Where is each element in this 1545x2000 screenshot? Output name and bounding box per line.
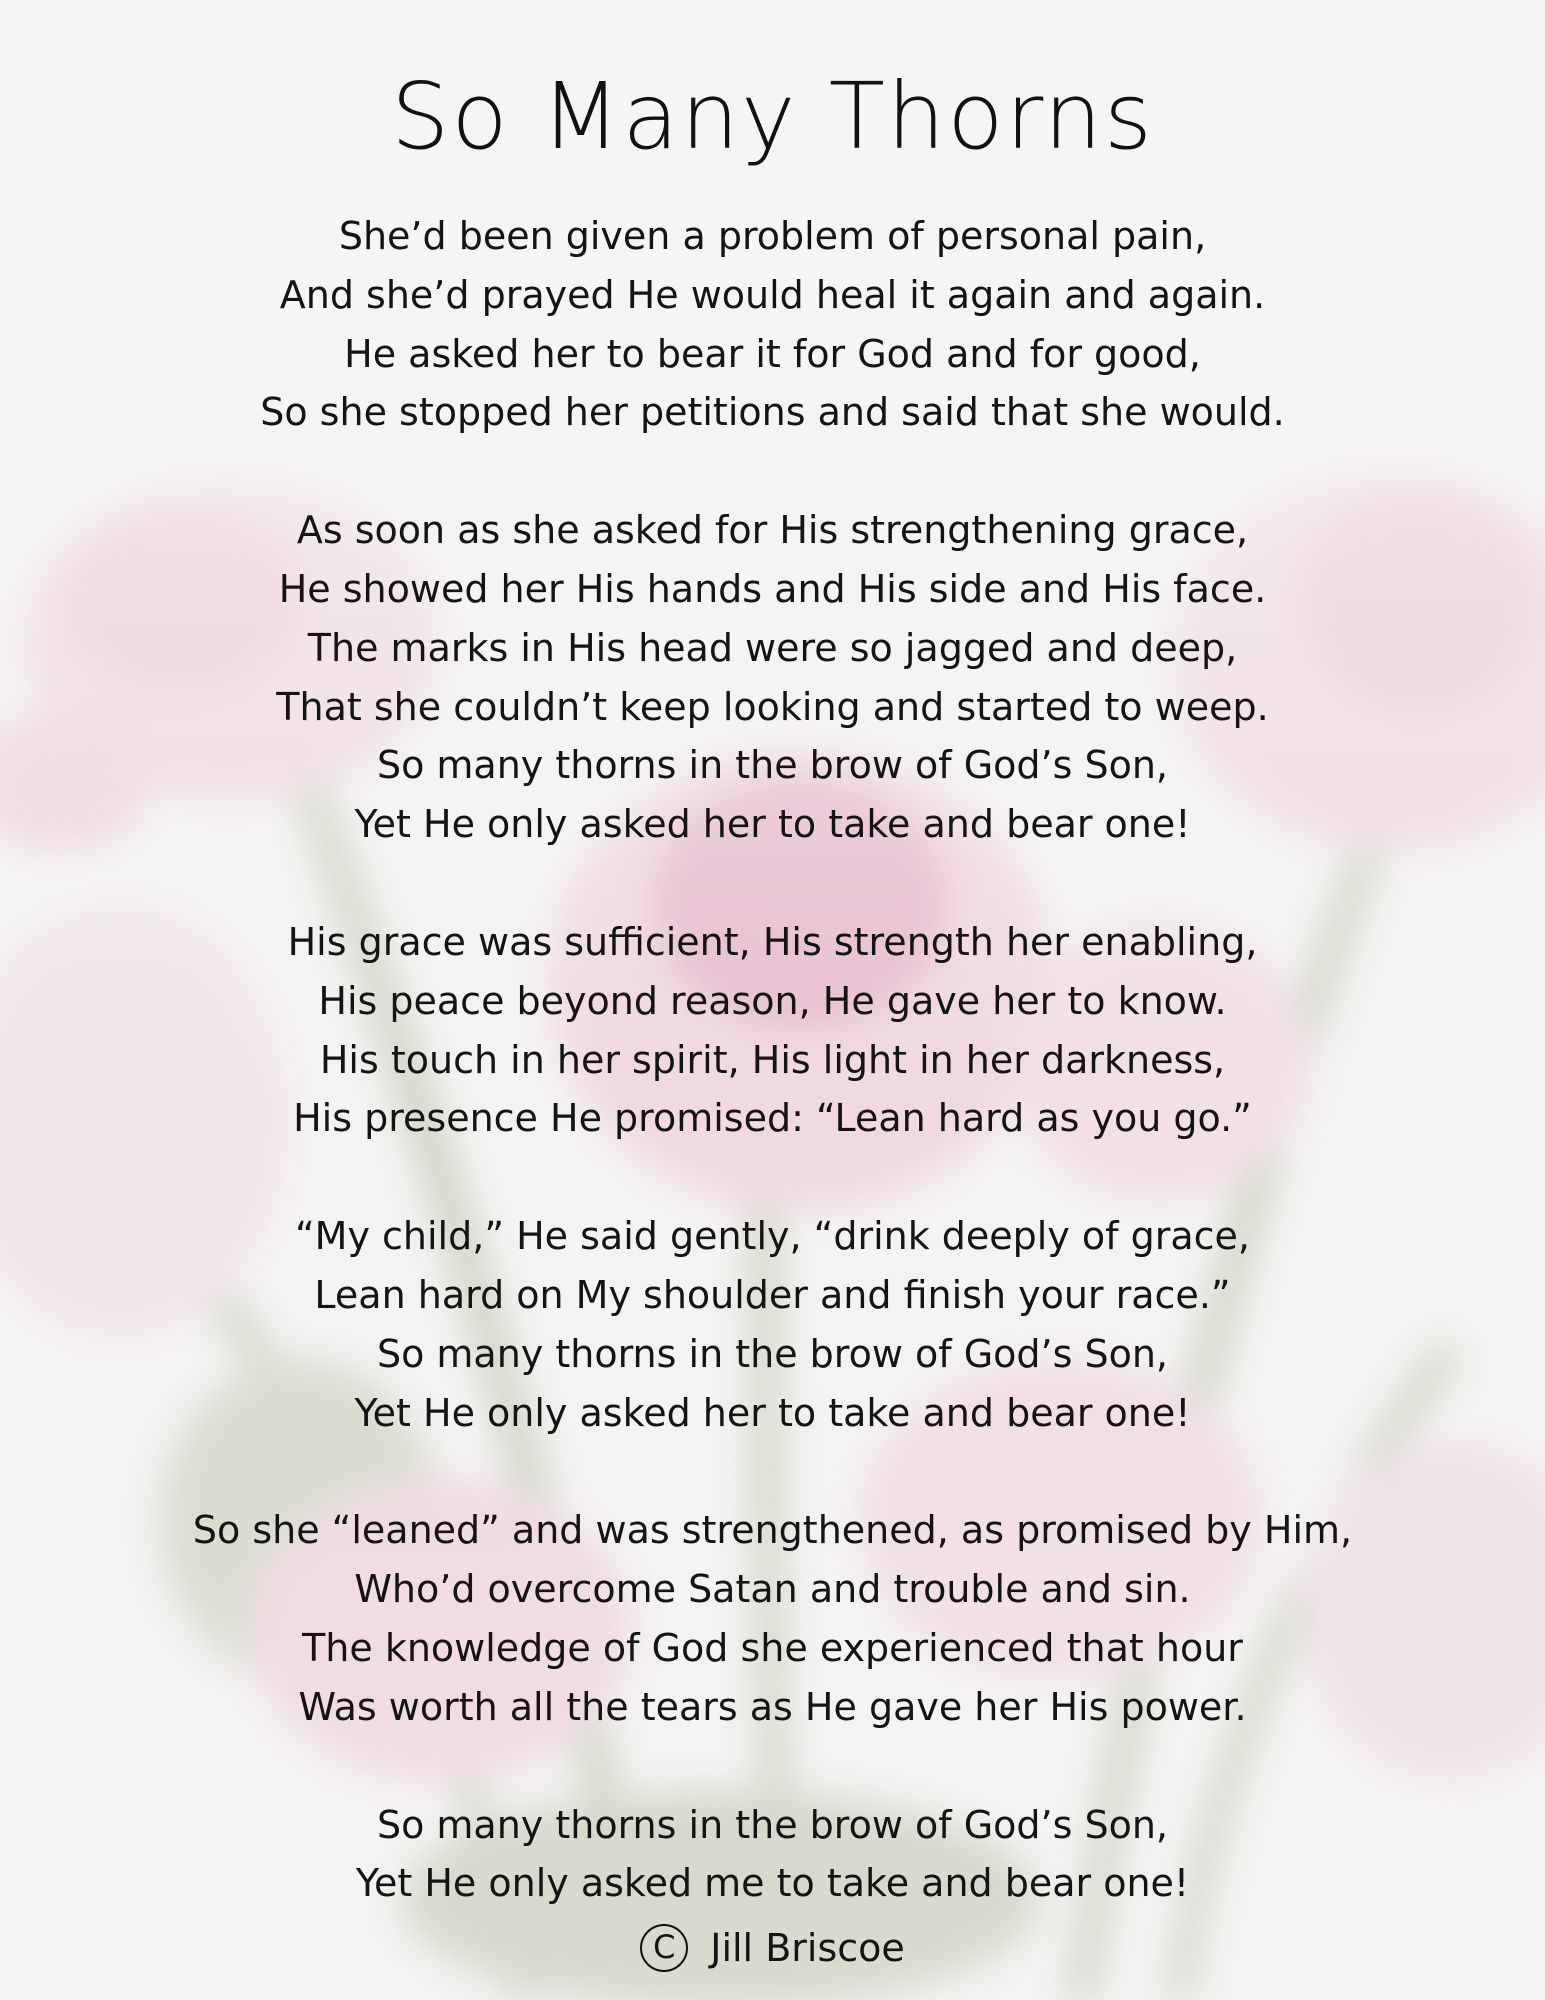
poem-line: So many thorns in the brow of God’s Son, [376, 1802, 1169, 1847]
copyright-icon: C [640, 1924, 688, 1972]
poem-line: His grace was sufficient, His strength her enabling, [287, 919, 1258, 964]
poem-line: Was worth all the tears as He gave her His power. [298, 1684, 1247, 1729]
stanza-2 [0, 501, 1545, 854]
poem-line: His peace beyond reason, He gave her to know. [318, 978, 1227, 1023]
poem-line: Yet He only asked her to take and bear one! [354, 1390, 1191, 1435]
stanza-5 [0, 1501, 1545, 1736]
poem-body [0, 207, 1545, 1972]
poem-line: She’d been given a problem of personal pain, [338, 214, 1207, 258]
stanza-3 [0, 913, 1545, 1148]
poem-line: And she’d prayed He would heal it again and again. [279, 272, 1266, 317]
poem-line: So many thorns in the brow of God’s Son, [376, 743, 1169, 788]
poem-line: Yet He only asked me to take and bear one! [355, 1861, 1190, 1906]
poem-line: That she couldn’t keep looking and started to weep. [276, 684, 1269, 729]
stanza-1 [0, 207, 1545, 442]
author-credit [0, 1918, 1545, 1978]
poem-line: His presence He promised: “Lean hard as you go.” [293, 1096, 1252, 1141]
author-name: Jill Briscoe [710, 1926, 905, 1970]
stanza-6 [0, 1796, 1545, 1914]
poem-line: The marks in His head were so jagged and deep, [307, 625, 1238, 670]
poem-line: So she “leaned” and was strengthened, as promised by Him, [192, 1508, 1353, 1553]
poem-line: The knowledge of God she experienced that hour [302, 1625, 1243, 1670]
poem-line: Lean hard on My shoulder and finish your race.” [314, 1272, 1231, 1317]
poem-line: “My child,” He said gently, “drink deeply of grace, [294, 1214, 1251, 1259]
poem-line: So many thorns in the brow of God’s Son, [376, 1331, 1169, 1376]
poem-line: His touch in her spirit, His light in her darkness, [319, 1037, 1226, 1082]
poem-line: He showed her His hands and His side and His face. [278, 566, 1267, 611]
stanza-4 [0, 1207, 1545, 1442]
poem-line: So she stopped her petitions and said that she would. [260, 390, 1285, 435]
poem-line: As soon as she asked for His strengthening grace, [296, 508, 1249, 553]
poem-title: So Many Thorns [391, 63, 1154, 170]
poem-line: Yet He only asked her to take and bear one! [354, 802, 1191, 847]
poem-line: Who’d overcome Satan and trouble and sin. [354, 1567, 1191, 1612]
poem-line: He asked her to bear it for God and for good, [344, 331, 1201, 376]
